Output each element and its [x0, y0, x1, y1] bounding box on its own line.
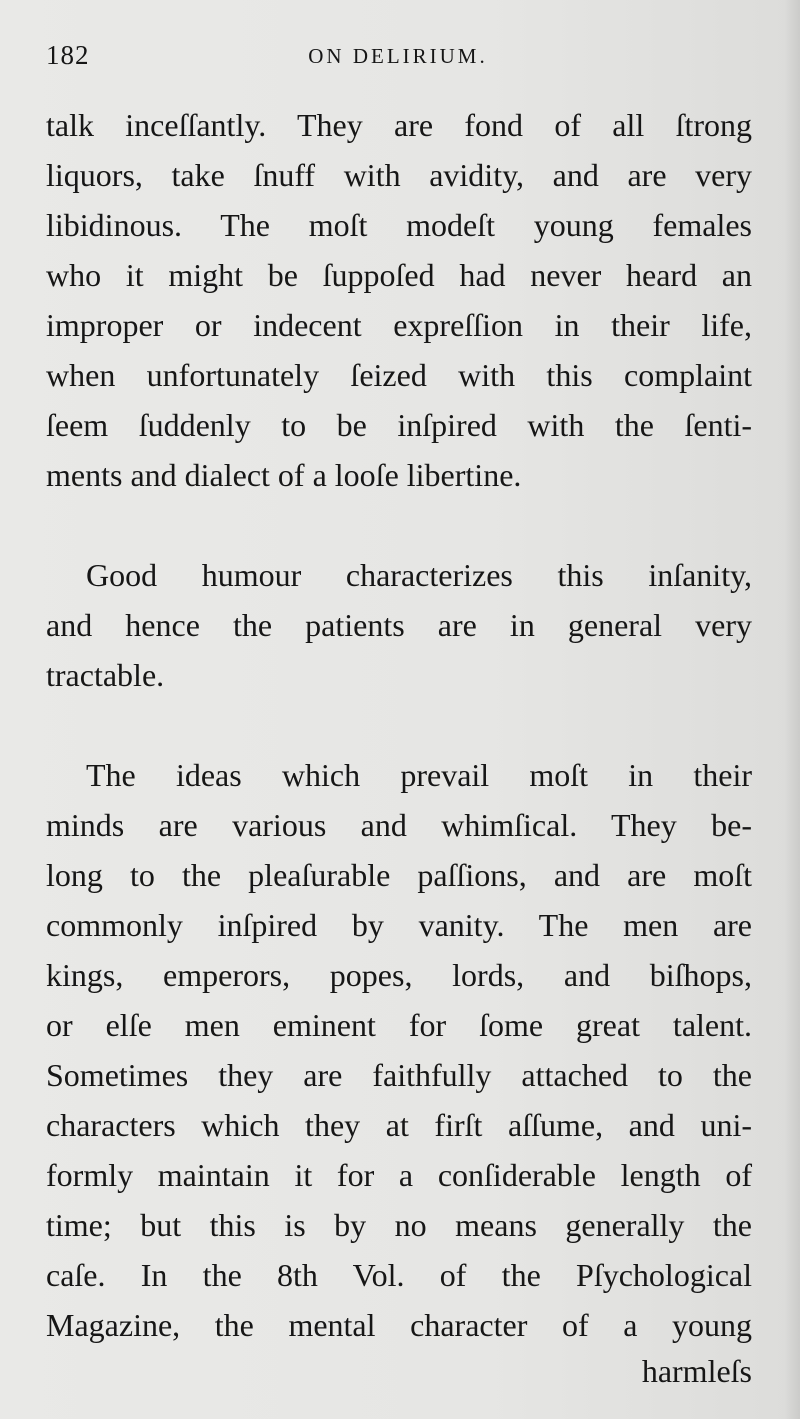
text-line: liquors, take ſnuff with avidity, and are very	[46, 157, 752, 193]
page-edge-shadow	[784, 0, 800, 1419]
paragraph	[46, 100, 752, 500]
text-line: Magazine, the mental character of a young	[46, 1307, 752, 1343]
page-header	[46, 40, 750, 80]
text-line: Good humour characterizes this inſanity,	[86, 557, 752, 593]
text-line: long to the pleaſurable paſſions, and are moſt	[46, 857, 752, 893]
text-line: and hence the patients are in general very	[46, 607, 752, 643]
text-line: minds are various and whimſical. They be-	[46, 807, 752, 843]
text-line: caſe. In the 8th Vol. of the Pſychological	[46, 1257, 752, 1293]
body-text	[46, 100, 752, 1350]
text-line: ſeem ſuddenly to be inſpired with the ſenti-	[46, 407, 752, 443]
text-line: ments and dialect of a looſe libertine.	[46, 457, 522, 493]
paragraph-gap	[46, 700, 752, 750]
text-line: kings, emperors, popes, lords, and biſhops,	[46, 957, 752, 993]
text-line: improper or indecent expreſſion in their life,	[46, 307, 752, 343]
text-line: talk inceſſantly. They are fond of all ſtrong	[46, 107, 752, 143]
text-line: who it might be ſuppoſed had never heard an	[46, 257, 752, 293]
text-line: The ideas which prevail moſt in their	[86, 757, 752, 793]
paragraph	[46, 750, 752, 1350]
text-line: when unfortunately ſeized with this complaint	[46, 357, 752, 393]
text-line: tractable.	[46, 657, 165, 693]
catchword: harmleſs	[641, 1353, 752, 1389]
paragraph-gap	[46, 500, 752, 550]
text-line: formly maintain it for a conſiderable length of	[46, 1157, 752, 1193]
running-head: ON DELIRIUM.	[308, 44, 488, 68]
paragraph	[46, 550, 752, 700]
text-line: or elſe men eminent for ſome great talent.	[46, 1007, 752, 1043]
page-number: 182	[46, 40, 90, 70]
text-line: Sometimes they are faithfully attached to the	[46, 1057, 752, 1093]
text-line: libidinous. The moſt modeſt young females	[46, 207, 752, 243]
text-line: commonly inſpired by vanity. The men are	[46, 907, 752, 943]
text-line: time; but this is by no means generally the	[46, 1207, 752, 1243]
text-line: characters which they at firſt aſſume, and uni-	[46, 1107, 752, 1143]
